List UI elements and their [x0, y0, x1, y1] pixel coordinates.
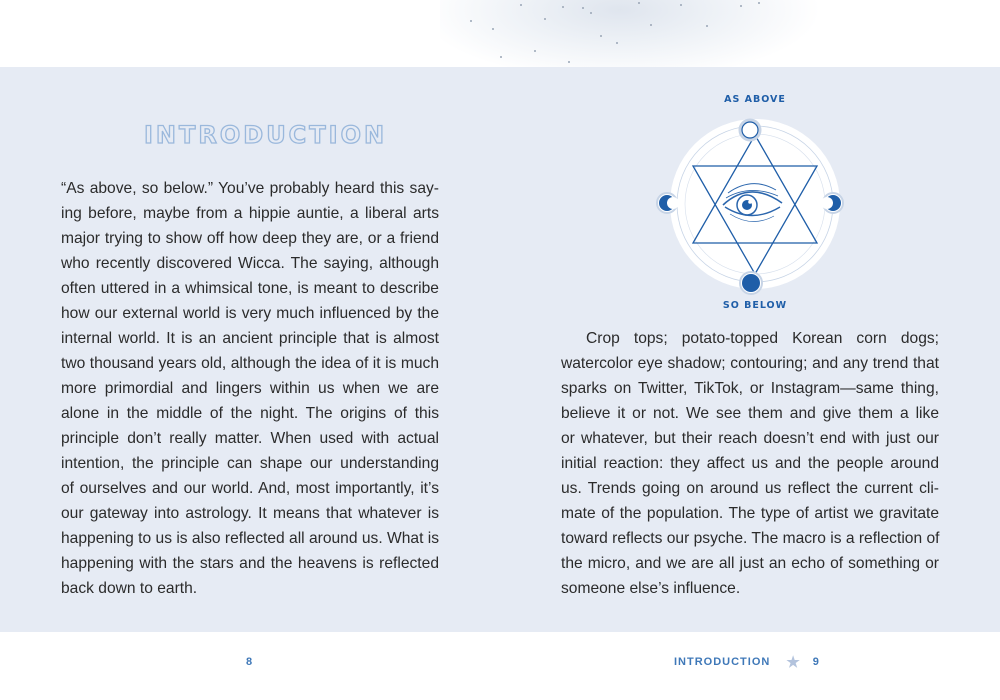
left-page-paragraph	[61, 176, 439, 601]
emblem-top-label: AS ABOVE	[724, 94, 786, 105]
text-line: someone else’s influence.	[561, 580, 741, 597]
top-margin	[0, 0, 1000, 67]
emblem-bottom-label: SO BELOW	[722, 300, 788, 311]
text-line: happening to us is also reflected all around us. What is	[61, 530, 439, 547]
text-line: back down to earth.	[61, 580, 198, 597]
text-line: of ourselves and our world. And, most importantly, it’s	[61, 480, 439, 497]
text-line: mate of the population. The type of artist we gravitate	[561, 505, 939, 522]
right-page-paragraph	[561, 326, 939, 601]
page-number-right: 9	[812, 656, 820, 668]
text-line: watercolor eye shadow; contouring; and any trend that	[561, 355, 939, 372]
starry-sky-decoration	[440, 0, 1000, 67]
text-line: toward reflects our psyche. The macro is a reflection of	[561, 530, 940, 547]
text-line: us. Trends going on around us reflect the current cli-	[561, 480, 939, 497]
full-moon-top-icon	[740, 120, 760, 140]
page-number-left: 8	[246, 656, 254, 668]
text-line: our gateway into astrology. It means that whatever is	[61, 505, 439, 522]
star-icon: ★	[786, 653, 801, 671]
chapter-title: INTRODUCTION	[144, 121, 388, 149]
text-line: Crop tops; potato-topped Korean corn dogs;	[586, 330, 939, 347]
new-moon-bottom-icon	[740, 272, 762, 294]
text-line: “As above, so below.” You’ve probably heard this say-	[61, 180, 439, 197]
as-above-so-below-emblem	[640, 90, 870, 320]
hexagram-eye-moon-phases-icon	[640, 90, 870, 320]
text-line: more primordial and lingers within us when we are	[61, 380, 439, 397]
text-line: ing before, maybe from a hippie auntie, a liberal arts	[61, 205, 439, 222]
running-footer-right	[674, 653, 820, 671]
text-line: often uttered in a whimsical tone, is meant to describe	[61, 280, 439, 297]
text-line: believe it or not. We see them and give them a like	[561, 405, 939, 422]
text-line: or whatever, but their reach doesn’t end with just our	[561, 430, 939, 447]
text-line: intention, the principle can shape our understanding	[61, 455, 439, 472]
text-line: principle don’t really matter. When used with actual	[61, 430, 439, 447]
text-line: how our external world is very much influenced by the	[61, 305, 439, 322]
text-line: alone in the middle of the night. The origins of this	[61, 405, 439, 422]
text-line: who recently discovered Wicca. The saying, although	[61, 255, 439, 272]
text-line: two thousand years old, although the idea of it is much	[61, 355, 439, 372]
bottom-margin	[0, 632, 1000, 700]
text-line: sparks on Twitter, TikTok, or Instagram—same thing,	[561, 380, 939, 397]
running-head: INTRODUCTION	[674, 656, 771, 668]
text-line: major trying to show off how deep they are, or a friend	[61, 230, 439, 247]
text-line: internal world. It is an ancient principle that is almost	[61, 330, 439, 347]
text-line: the micro, and we are all just an echo of something or	[561, 555, 939, 572]
text-line: initial reaction: they affect us and the people around	[561, 455, 939, 472]
text-line: happening with the stars and the heavens is reflected	[61, 555, 439, 572]
